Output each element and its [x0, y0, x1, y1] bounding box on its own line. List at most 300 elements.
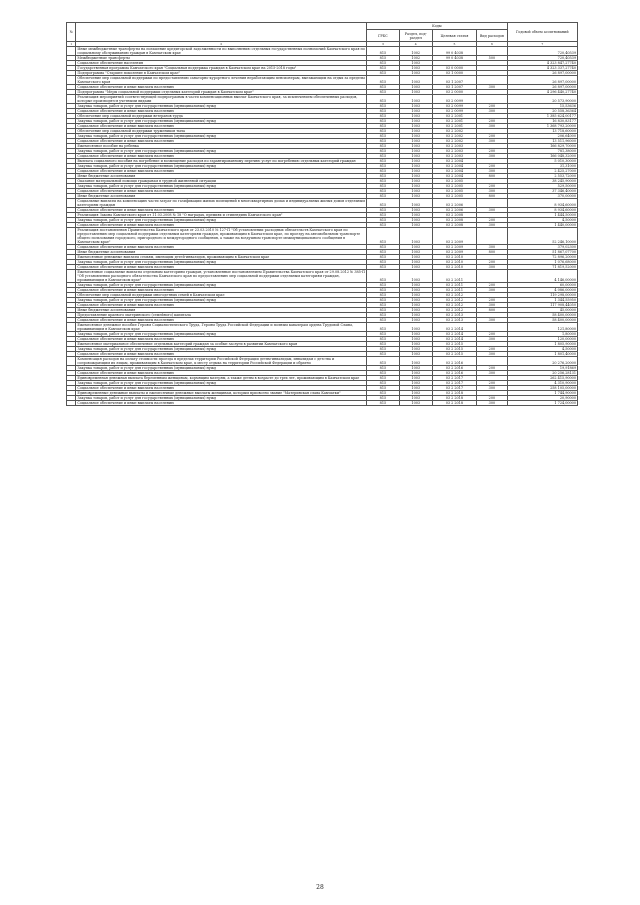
table-row — [67, 76, 578, 85]
cell-grbs: 815 — [367, 85, 400, 90]
cell-target: 03 2 2014 — [432, 337, 477, 342]
cell-grbs: 815 — [367, 283, 400, 288]
cell-target: 03 2 2001 — [432, 124, 477, 129]
cell-exp-type: 300 — [477, 337, 507, 342]
cell-exp-type: 300 — [477, 245, 507, 250]
cell-amount: 26 897,00000 — [507, 85, 577, 90]
cell-target: 03 2 0000 — [432, 90, 477, 95]
cell-exp-type: 800 — [477, 194, 507, 199]
cell-target: 03 2 2016 — [432, 357, 477, 366]
cell-razdel: 1002 — [399, 56, 432, 61]
cell-grbs: 815 — [367, 245, 400, 250]
cell-exp-type: 200 — [477, 149, 507, 154]
cell-razdel: 1003 — [399, 332, 432, 337]
cell-exp-type: 200 — [477, 260, 507, 265]
cell-amount: 1,80000 — [507, 332, 577, 337]
cell-grbs: 815 — [367, 386, 400, 391]
cell-name: Социальное обеспечение и иные выплаты населению — [76, 245, 367, 250]
cell-razdel: 1002 — [399, 47, 432, 56]
cell-exp-type: 200 — [477, 104, 507, 109]
cell-grbs: 815 — [367, 270, 400, 283]
cell-exp-type: 200 — [477, 366, 507, 371]
table-body — [67, 47, 578, 406]
cell-grbs: 815 — [367, 332, 400, 337]
cell-grbs: 815 — [367, 194, 400, 199]
cell-target: 03 2 2002 — [432, 139, 477, 144]
cell-razdel: 1003 — [399, 318, 432, 323]
cell-target: 03 2 2012 — [432, 293, 477, 298]
cell-amount: 121,80000 — [507, 323, 577, 332]
cell-name: Выплата социального пособия на погребение и возмещение расходов по гарантированному перечню услуг по погребению отдельных категорий граждан — [76, 159, 367, 164]
cell-exp-type: 300 — [477, 371, 507, 376]
cell-no — [67, 228, 76, 245]
cell-razdel: 1003 — [399, 376, 432, 381]
cell-grbs: 815 — [367, 124, 400, 129]
cell-amount: 4,50000 — [507, 347, 577, 352]
cell-razdel: 1003 — [399, 76, 432, 85]
cell-amount: 781,38000 — [507, 149, 577, 154]
cell-razdel: 1003 — [399, 366, 432, 371]
cell-name: Реализация постановления Правительства Камчатского края от 23.03.2010 № 127-П "Об установлении расходных обязательств Камчатского края по предоставлению мер социальной поддержки отдельным категориям граждан, проживающим в Камчатском крае, по проезду на автомобильном транспорте общего пользования городского, пригородного и междугородного сообщения, а также на воздушном транспорте межмуниципального сообщения в Камчатском крае" — [76, 228, 367, 245]
cell-amount: 4,50000 — [507, 218, 577, 223]
cell-target: 03 2 2011 — [432, 283, 477, 288]
cell-target: 03 1 2007 — [432, 85, 477, 90]
cell-exp-type: 200 — [477, 283, 507, 288]
cell-grbs: 815 — [367, 71, 400, 76]
cell-razdel: 1003 — [399, 114, 432, 119]
cell-target: 03 1 2007 — [432, 76, 477, 85]
cell-name: Социальное обеспечение и иные выплаты населению — [76, 154, 367, 159]
cell-exp-type: 200 — [477, 381, 507, 386]
cell-target: 03 2 2011 — [432, 270, 477, 283]
cell-target: 03 2 2003 — [432, 154, 477, 159]
cell-name: Закупка товаров, работ и услуг для государственных (муниципальных) нужд — [76, 119, 367, 124]
cell-grbs: 815 — [367, 114, 400, 119]
cell-target: 03 2 2005 — [432, 194, 477, 199]
column-number: 5 — [432, 42, 477, 47]
cell-exp-type: 800 — [477, 308, 507, 313]
cell-name: Закупка товаров, работ и услуг для государственных (муниципальных) нужд — [76, 260, 367, 265]
cell-amount: 13 718,60000 — [507, 129, 577, 134]
cell-name: Закупка товаров, работ и услуг для государственных (муниципальных) нужд — [76, 283, 367, 288]
cell-amount: 16 830,83177 — [507, 119, 577, 124]
cell-grbs: 815 — [367, 66, 400, 71]
cell-target: 03 2 2001 — [432, 119, 477, 124]
cell-amount: 19,91869 — [507, 366, 577, 371]
cell-amount: 4 296 440,27740 — [507, 90, 577, 95]
cell-name: Оказание материальной помощи гражданам в трудной жизненной ситуации — [76, 179, 367, 184]
cell-grbs: 815 — [367, 381, 400, 386]
cell-name: Закупка товаров, работ и услуг для государственных (муниципальных) нужд — [76, 164, 367, 169]
cell-exp-type: 800 — [477, 174, 507, 179]
cell-razdel: 1003 — [399, 164, 432, 169]
cell-target: 03 0 0000 — [432, 66, 477, 71]
cell-exp-type — [477, 228, 507, 245]
cell-name: Социальное обеспечение и иные выплаты населению — [76, 85, 367, 90]
cell-exp-type: 300 — [477, 124, 507, 129]
cell-exp-type — [477, 323, 507, 332]
cell-grbs: 815 — [367, 119, 400, 124]
cell-target: 03 2 2005 — [432, 184, 477, 189]
cell-razdel: 1003 — [399, 250, 432, 255]
table-row — [67, 323, 578, 332]
cell-target: 03 2 2006 — [432, 208, 477, 213]
header-codes: Коды — [367, 23, 508, 30]
cell-amount: 1 368 793,20000 — [507, 124, 577, 129]
cell-name: Закупка товаров, работ и услуг для государственных (муниципальных) нужд — [76, 184, 367, 189]
cell-amount: 15,53636 — [507, 104, 577, 109]
cell-name: Иные бюджетные ассигнования — [76, 308, 367, 313]
cell-target: 03 2 2004 — [432, 174, 477, 179]
cell-amount: 4 146,00000 — [507, 270, 577, 283]
cell-razdel: 1003 — [399, 308, 432, 313]
cell-razdel: 1003 — [399, 119, 432, 124]
cell-razdel: 1003 — [399, 61, 432, 66]
cell-razdel: 1003 — [399, 90, 432, 95]
cell-name: Обеспечение мер социальной поддержки многодетных семей в Камчатском крае — [76, 293, 367, 298]
cell-name: Социальное обеспечение и иные выплаты населению — [76, 109, 367, 114]
cell-razdel: 1003 — [399, 199, 432, 208]
cell-grbs: 815 — [367, 169, 400, 174]
cell-amount: 1 344,55950 — [507, 298, 577, 303]
cell-razdel: 1003 — [399, 223, 432, 228]
cell-grbs: 815 — [367, 303, 400, 308]
cell-razdel: 1003 — [399, 245, 432, 250]
cell-razdel: 1003 — [399, 293, 432, 298]
table-row — [67, 270, 578, 283]
cell-razdel: 1003 — [399, 129, 432, 134]
cell-razdel: 1003 — [399, 228, 432, 245]
cell-exp-type: 300 — [477, 189, 507, 194]
cell-target: 03 2 2018 — [432, 396, 477, 401]
cell-razdel: 1003 — [399, 66, 432, 71]
header-amount: Годовой объем ассигнований — [507, 23, 577, 42]
cell-target: 03 2 2006 — [432, 199, 477, 208]
cell-exp-type: 300 — [477, 223, 507, 228]
column-number: 7 — [507, 42, 577, 47]
cell-grbs: 815 — [367, 376, 400, 381]
cell-grbs: 815 — [367, 366, 400, 371]
cell-amount: 4 323 337,27740 — [507, 66, 577, 71]
cell-name: Закупка товаров, работ и услуг для государственных (муниципальных) нужд — [76, 218, 367, 223]
cell-amount: 258 105,00000 — [507, 386, 577, 391]
cell-razdel: 1003 — [399, 124, 432, 129]
cell-target: 03 2 2003 — [432, 149, 477, 154]
cell-target: 03 2 2008 — [432, 218, 477, 223]
cell-target: 99 0 4038 — [432, 47, 477, 56]
cell-razdel: 1003 — [399, 95, 432, 104]
budget-table — [66, 22, 578, 406]
cell-grbs: 815 — [367, 250, 400, 255]
cell-grbs: 815 — [367, 371, 400, 376]
cell-razdel: 1003 — [399, 347, 432, 352]
header-name — [76, 23, 367, 42]
cell-target: 03 2 2005 — [432, 179, 477, 184]
cell-razdel: 1003 — [399, 357, 432, 366]
cell-name: Иные межбюджетные трансферты на погашение кредиторской задолженности по выполнению отдельных государственных полномочий Камчатского края по социальному обслуживанию граждан в Камчатском крае — [77, 47, 365, 55]
cell-amount: 720,40539 — [507, 56, 577, 61]
cell-amount: 26 897,00000 — [507, 71, 577, 76]
cell-name: Обеспечение мер социальной поддержки тружеников тыла — [76, 129, 367, 134]
cell-amount: 4 310,90000 — [507, 381, 577, 386]
cell-exp-type: 200 — [477, 134, 507, 139]
cell-razdel: 1003 — [399, 401, 432, 406]
table-row — [67, 95, 578, 104]
cell-name: Социальное обеспечение и иные выплаты населению — [76, 401, 367, 406]
cell-name: Закупка товаров, работ и услуг для государственных (муниципальных) нужд — [76, 149, 367, 154]
cell-amount: 120,00000 — [507, 337, 577, 342]
cell-target: 03 2 2009 — [432, 228, 477, 245]
cell-amount: 58 400,00000 — [507, 313, 577, 318]
cell-grbs: 815 — [367, 129, 400, 134]
cell-grbs: 815 — [367, 179, 400, 184]
cell-name: Социальное обеспечение и иные выплаты населению — [76, 189, 367, 194]
cell-razdel: 1003 — [399, 270, 432, 283]
cell-exp-type — [477, 95, 507, 104]
column-number: 3 — [367, 42, 400, 47]
cell-name: Закупка товаров, работ и услуг для государственных (муниципальных) нужд — [76, 366, 367, 371]
cell-grbs: 815 — [367, 164, 400, 169]
cell-amount: 4 323 847,27740 — [507, 61, 577, 66]
cell-name: Ежемесячные денежные выплаты семьям, имеющим детей-инвалидов, проживающим в Камчатском крае — [76, 255, 367, 260]
cell-amount: 37 346,40000 — [507, 189, 577, 194]
cell-grbs: 815 — [367, 139, 400, 144]
cell-target: 03 2 2008 — [432, 223, 477, 228]
cell-name: Социальное обеспечение и иные выплаты населению — [76, 303, 367, 308]
column-number: 6 — [477, 42, 507, 47]
cell-target: 03 2 0099 — [432, 109, 477, 114]
cell-exp-type: 300 — [477, 318, 507, 323]
cell-grbs: 815 — [367, 347, 400, 352]
cell-amount: 5 010,30000 — [507, 159, 577, 164]
cell-target: 03 2 2013 — [432, 313, 477, 318]
cell-amount: 2 425,27000 — [507, 169, 577, 174]
cell-target: 03 2 2011 — [432, 288, 477, 293]
cell-no — [67, 95, 76, 104]
cell-name: Социальное обеспечение и иные выплаты населению — [76, 386, 367, 391]
cell-grbs: 815 — [367, 134, 400, 139]
cell-grbs: 815 — [367, 323, 400, 332]
table-row — [67, 357, 578, 366]
cell-grbs: 815 — [367, 199, 400, 208]
cell-razdel: 1003 — [399, 265, 432, 270]
cell-exp-type: 200 — [477, 298, 507, 303]
cell-target: 03 2 0099 — [432, 95, 477, 104]
cell-name: Ежемесячное денежное пособие Героям Социалистического Труда, Героям Труда Российской Федерации и полным кавалерам ордена Трудовой Славы, проживающим в Камчатском крае — [76, 323, 367, 332]
cell-razdel: 1003 — [399, 184, 432, 189]
cell-razdel: 1003 — [399, 109, 432, 114]
cell-target: 99 0 4038 — [432, 56, 477, 61]
cell-name: Социальное обеспечение и иные выплаты населению — [76, 265, 367, 270]
cell-amount: 4 086,00000 — [507, 288, 577, 293]
cell-amount: 1 724,00000 — [507, 401, 577, 406]
table-row — [67, 401, 578, 406]
cell-razdel: 1003 — [399, 85, 432, 90]
cell-grbs: 815 — [367, 352, 400, 357]
cell-name: Ежемесячные социальные выплаты отдельным категориям граждан, установленные постановлением Правительства Камчатского края от 29.08.2012 № 385-П "Об установлении расходного обязательства Камчатского края по предоставлению мер социальной поддержки отдельным категориям граждан, проживающим в Камчатском крае" — [77, 270, 365, 282]
cell-exp-type: 300 — [477, 139, 507, 144]
cell-target: 03 2 2003 — [432, 144, 477, 149]
cell-no — [67, 357, 76, 366]
cell-target: 03 2 2012 — [432, 308, 477, 313]
cell-target: 03 2 2008 — [432, 213, 477, 218]
cell-exp-type: 300 — [477, 154, 507, 159]
header-no: № — [67, 23, 76, 42]
cell-name: Предоставление краевого материнского (семейного) капитала — [76, 313, 367, 318]
cell-name: Обеспечение мер социальной поддержки по предоставлению санаторно-курортного лечения неработающим пенсионерам, выезжающим на отдых за пределы Камчатского края — [77, 76, 365, 84]
cell-razdel: 1003 — [399, 71, 432, 76]
cell-razdel: 1003 — [399, 386, 432, 391]
cell-amount: 8 934,60000 — [507, 208, 577, 213]
cell-grbs: 815 — [367, 109, 400, 114]
cell-razdel: 1003 — [399, 260, 432, 265]
cell-target: 03 2 2010 — [432, 255, 477, 260]
cell-name: Социальное обеспечение и иные выплаты населению — [76, 288, 367, 293]
cell-razdel: 1003 — [399, 104, 432, 109]
cell-target: 03 2 2004 — [432, 159, 477, 164]
cell-exp-type — [477, 357, 507, 366]
cell-amount: 38 245,90000 — [507, 179, 577, 184]
cell-no — [67, 270, 76, 283]
cell-grbs: 815 — [367, 293, 400, 298]
cell-name: Ежемесячное материальное обеспечение отдельных категорий граждан за особые заслуги в развитии Камчатского края — [76, 342, 367, 347]
cell-amount: 20 558,36364 — [507, 109, 577, 114]
cell-amount: 166 048,32000 — [507, 154, 577, 159]
table-row — [67, 228, 578, 245]
cell-exp-type — [477, 270, 507, 283]
cell-name: Социальное обеспечение и иные выплаты населению — [76, 169, 367, 174]
cell-grbs: 815 — [367, 218, 400, 223]
cell-razdel: 1003 — [399, 381, 432, 386]
table-row — [67, 47, 578, 56]
cell-exp-type — [477, 199, 507, 208]
cell-razdel: 1003 — [399, 303, 432, 308]
cell-grbs: 815 — [367, 318, 400, 323]
cell-exp-type — [477, 47, 507, 56]
cell-amount: 26 897,00000 — [507, 76, 577, 85]
cell-name: Компенсация расходов на оплату стоимости проезда в пределах территории Российской Федерации детям-инвалидам, инвалидам с детства и сопровождающим их лицам, проживающим в Камчатском крае, к месту отдыха на территории Российской Федерации и обратно — [76, 357, 367, 366]
cell-razdel: 1003 — [399, 298, 432, 303]
cell-razdel: 1003 — [399, 342, 432, 347]
cell-grbs: 815 — [367, 61, 400, 66]
cell-amount: 206,64000 — [507, 134, 577, 139]
cell-exp-type: 200 — [477, 164, 507, 169]
cell-amount: 1 076,68000 — [507, 260, 577, 265]
table-row — [67, 199, 578, 208]
cell-target: 03 2 2013 — [432, 318, 477, 323]
cell-razdel: 1003 — [399, 169, 432, 174]
cell-name: Социальное обеспечение и иные выплаты населению — [76, 208, 367, 213]
cell-exp-type — [477, 76, 507, 85]
cell-amount: 1 801,40000 — [507, 352, 577, 357]
cell-exp-type: 300 — [477, 401, 507, 406]
cell-grbs: 815 — [367, 90, 400, 95]
cell-target: 03 1 0000 — [432, 71, 477, 76]
cell-amount: 166 829,70000 — [507, 144, 577, 149]
cell-amount: 379,02300 — [507, 245, 577, 250]
cell-razdel: 1003 — [399, 313, 432, 318]
cell-name: Подпрограмма "Меры социальной поддержки отдельных категорий граждан в Камчатском крае" — [76, 90, 367, 95]
cell-grbs: 815 — [367, 357, 400, 366]
cell-exp-type: 800 — [477, 250, 507, 255]
cell-exp-type: 300 — [477, 288, 507, 293]
cell-grbs: 815 — [367, 95, 400, 104]
cell-name: Закупка товаров, работ и услуг для государственных (муниципальных) нужд — [76, 298, 367, 303]
cell-grbs: 815 — [367, 337, 400, 342]
cell-name: Государственная программа Камчатского края "Социальная поддержка граждан в Камчатском крае на 2015-2018 годы" — [76, 66, 367, 71]
cell-target: 03 2 2001 — [432, 114, 477, 119]
cell-grbs: 815 — [367, 154, 400, 159]
cell-exp-type: 200 — [477, 184, 507, 189]
cell-grbs: 815 — [367, 189, 400, 194]
cell-target: 03 2 2017 — [432, 376, 477, 381]
cell-target: 03 2 2017 — [432, 381, 477, 386]
cell-exp-type: 200 — [477, 332, 507, 337]
cell-razdel: 1003 — [399, 371, 432, 376]
header-grbs: ГРБС — [367, 30, 400, 42]
cell-grbs: 815 — [367, 396, 400, 401]
cell-target: 03 2 2017 — [432, 386, 477, 391]
cell-exp-type: 300 — [477, 109, 507, 114]
cell-grbs: 815 — [367, 149, 400, 154]
cell-razdel: 1003 — [399, 149, 432, 154]
cell-amount: 31,31000 — [507, 164, 577, 169]
cell-name: Социальное обеспечение и иные выплаты населению — [76, 371, 367, 376]
cell-target: 03 2 2018 — [432, 391, 477, 396]
cell-amount: 529,50000 — [507, 184, 577, 189]
cell-name: Подпрограмма "Старшее поколение в Камчатском крае" — [76, 71, 367, 76]
cell-amount: 1 744,90000 — [507, 391, 577, 396]
cell-razdel: 1003 — [399, 179, 432, 184]
cell-razdel: 1003 — [399, 283, 432, 288]
cell-amount: 720,40539 — [507, 47, 577, 56]
cell-razdel: 1003 — [399, 174, 432, 179]
cell-razdel: 1003 — [399, 139, 432, 144]
cell-amount: 262 415,90000 — [507, 376, 577, 381]
cell-exp-type: 300 — [477, 303, 507, 308]
cell-grbs: 815 — [367, 265, 400, 270]
cell-amount: 1 805,90000 — [507, 342, 577, 347]
cell-grbs: 815 — [367, 223, 400, 228]
cell-target: 03 2 2009 — [432, 250, 477, 255]
cell-name: Закупка товаров, работ и услуг для государственных (муниципальных) нужд — [76, 104, 367, 109]
cell-no — [67, 199, 76, 208]
cell-grbs: 815 — [367, 391, 400, 396]
cell-grbs: 815 — [367, 298, 400, 303]
cell-name: Реализация мероприятий соответствующей подпрограммы в части компенсационных выплат Камчатского края, за исключением обеспеченных расходов, которые производятся учетными видами — [76, 95, 367, 104]
page-number: 28 — [316, 884, 324, 891]
cell-razdel: 1003 — [399, 194, 432, 199]
cell-target: 03 2 2015 — [432, 342, 477, 347]
cell-target: 03 2 2014 — [432, 323, 477, 332]
cell-exp-type: 300 — [477, 208, 507, 213]
cell-razdel: 1003 — [399, 352, 432, 357]
cell-amount: 20 573,90000 — [507, 95, 577, 104]
column-number: 1 — [67, 42, 76, 47]
cell-name: Ежемесячное пособие на ребенка — [76, 144, 367, 149]
cell-amount: 72 896,20000 — [507, 255, 577, 260]
cell-grbs: 815 — [367, 308, 400, 313]
cell-exp-type: 200 — [477, 119, 507, 124]
cell-name: Межбюджетные трансферты — [76, 56, 367, 61]
cell-name: Социальное обеспечение и иные выплаты населению — [76, 139, 367, 144]
header-target: Целевая статья — [432, 30, 477, 42]
cell-amount: 1 385 624,00177 — [507, 114, 577, 119]
cell-amount: 2 553,72000 — [507, 174, 577, 179]
cell-razdel: 1003 — [399, 337, 432, 342]
cell-no — [67, 76, 76, 85]
cell-razdel: 1003 — [399, 213, 432, 218]
